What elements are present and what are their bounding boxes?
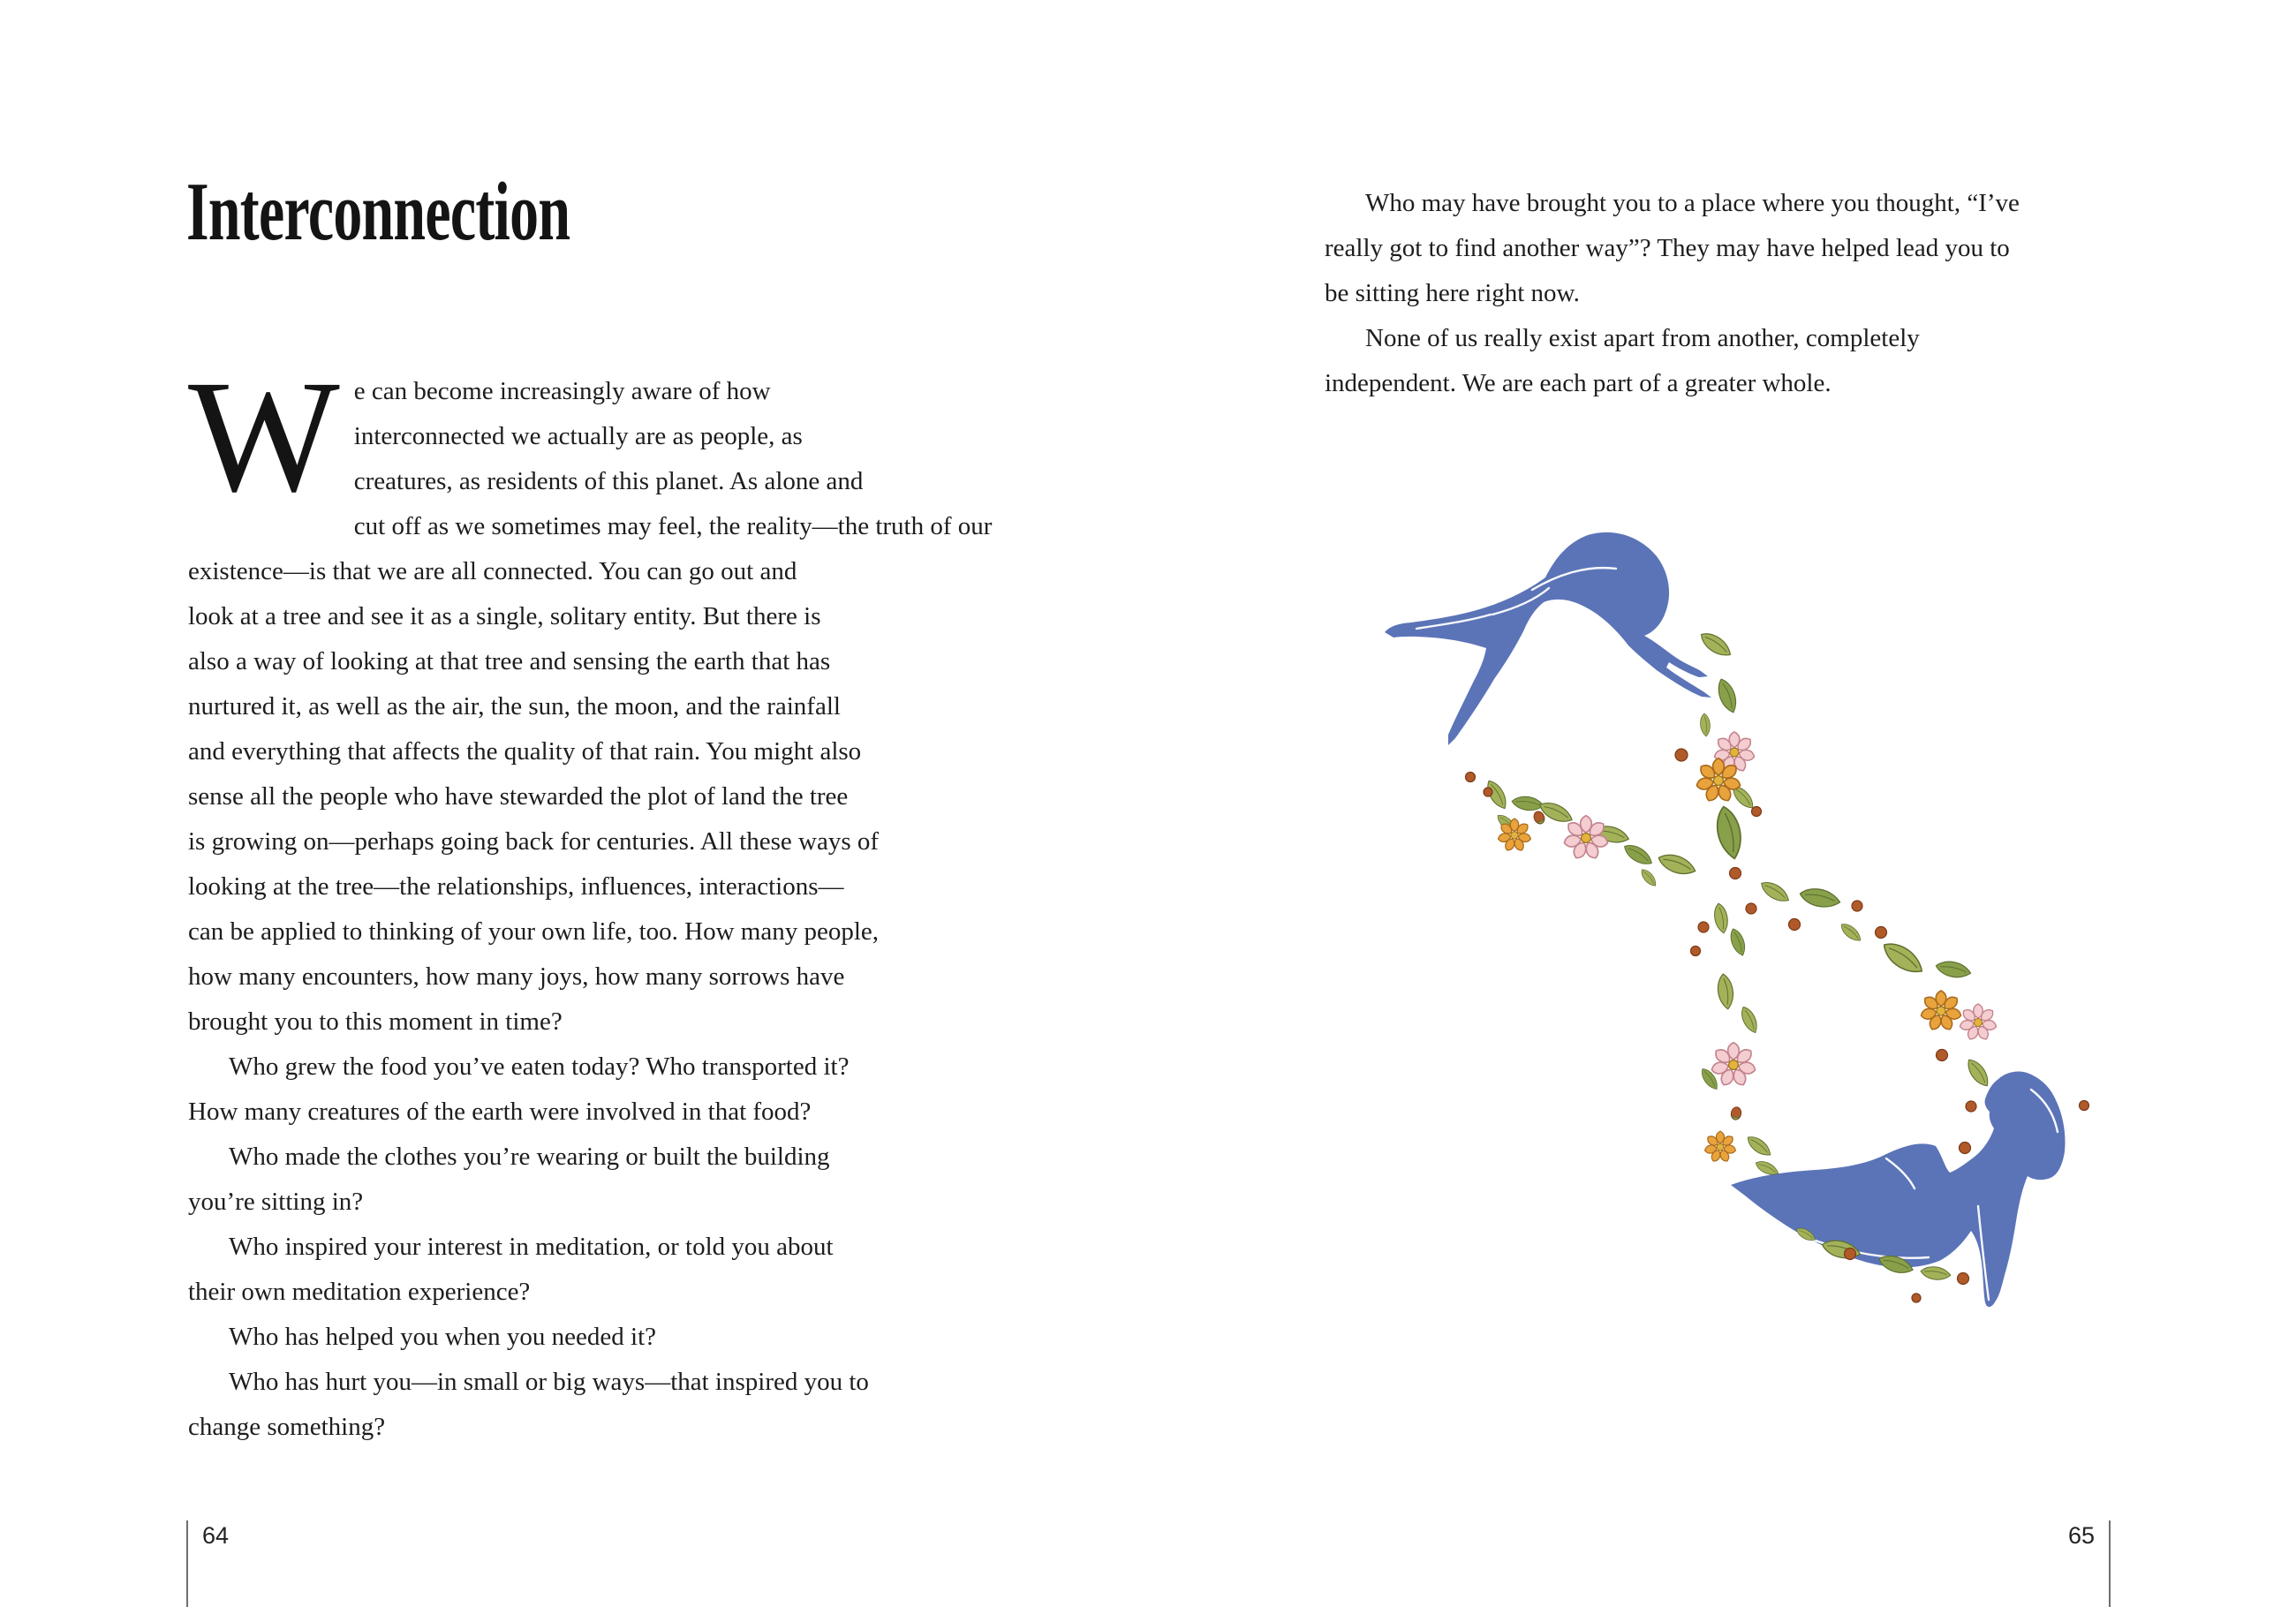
page-number-left: 64 <box>202 1522 230 1549</box>
text-line: can be applied to thinking of your own life, too. How many people, <box>188 917 880 946</box>
text-line: Who may have brought you to a place where you thought, “I’ve <box>1365 189 2020 217</box>
text-line: is growing on—perhaps going back for centuries. All these ways of <box>188 827 880 856</box>
text-line: their own meditation experience? <box>188 1278 531 1306</box>
text-line: How many creatures of the earth were involved in that food? <box>188 1098 812 1126</box>
text-line: brought you to this moment in time? <box>188 1007 563 1036</box>
text-line: really got to find another way”? They may have helped lead you to <box>1325 234 2010 262</box>
diving-figure <box>1385 532 1711 745</box>
text-line: Who has helped you when you needed it? <box>229 1323 656 1351</box>
chapter-title: Interconnection <box>186 166 570 258</box>
text-line: be sitting here right now. <box>1325 279 1580 307</box>
text-line: cut off as we sometimes may feel, the reality—the truth of our <box>353 512 993 540</box>
paragraph <box>1325 316 2172 406</box>
question-paragraph <box>188 1045 1036 1135</box>
text-line: Who has hurt you—in small or big ways—that inspired you to <box>229 1368 869 1396</box>
text-line: existence—is that we are all connected. You can go out and <box>188 557 797 585</box>
text-line: nurtured it, as well as the air, the sun, the moon, and the rainfall <box>188 692 841 721</box>
text-line: and everything that affects the quality of that rain. You might also <box>188 737 862 766</box>
text-line: independent. We are each part of a greater whole. <box>1325 369 1832 397</box>
question-paragraph <box>188 1135 1036 1225</box>
question-paragraph <box>188 1360 1036 1450</box>
text-line: you’re sitting in? <box>188 1188 364 1216</box>
text-line: change something? <box>188 1413 386 1441</box>
drop-cap: W <box>188 348 340 525</box>
text-line: also a way of looking at that tree and sensing the earth that has <box>188 647 831 675</box>
text-line: e can become increasingly aware of how <box>353 377 771 405</box>
text-line: sense all the people who have stewarded the plot of land the tree <box>188 782 849 811</box>
text-line: how many encounters, how many joys, how many sorrows have <box>188 962 845 991</box>
interconnection-illustration <box>1360 503 2172 1377</box>
question-paragraph <box>188 1225 1036 1315</box>
text-line: Who inspired your interest in meditation, or told you about <box>229 1233 834 1261</box>
text-line: interconnected we actually are as people, as <box>353 422 803 450</box>
question-paragraph <box>188 1315 1036 1360</box>
text-line: look at a tree and see it as a single, solitary entity. But there is <box>188 602 821 630</box>
text-line: creatures, as residents of this planet. As alone and <box>353 467 864 495</box>
page-number-right: 65 <box>2067 1522 2095 1549</box>
text-line: None of us really exist apart from another, completely <box>1365 324 1920 352</box>
left-text-column <box>188 348 1036 1450</box>
right-text-column <box>1325 181 2172 406</box>
text-line: Who grew the food you’ve eaten today? Who transported it? <box>229 1052 850 1081</box>
text-line: Who made the clothes you’re wearing or built the building <box>229 1143 830 1171</box>
footer-rule-left <box>186 1520 188 1607</box>
footer-rule-right <box>2109 1520 2111 1607</box>
paragraph <box>1325 181 2172 316</box>
text-line: looking at the tree—the relationships, influences, interactions— <box>188 872 844 901</box>
